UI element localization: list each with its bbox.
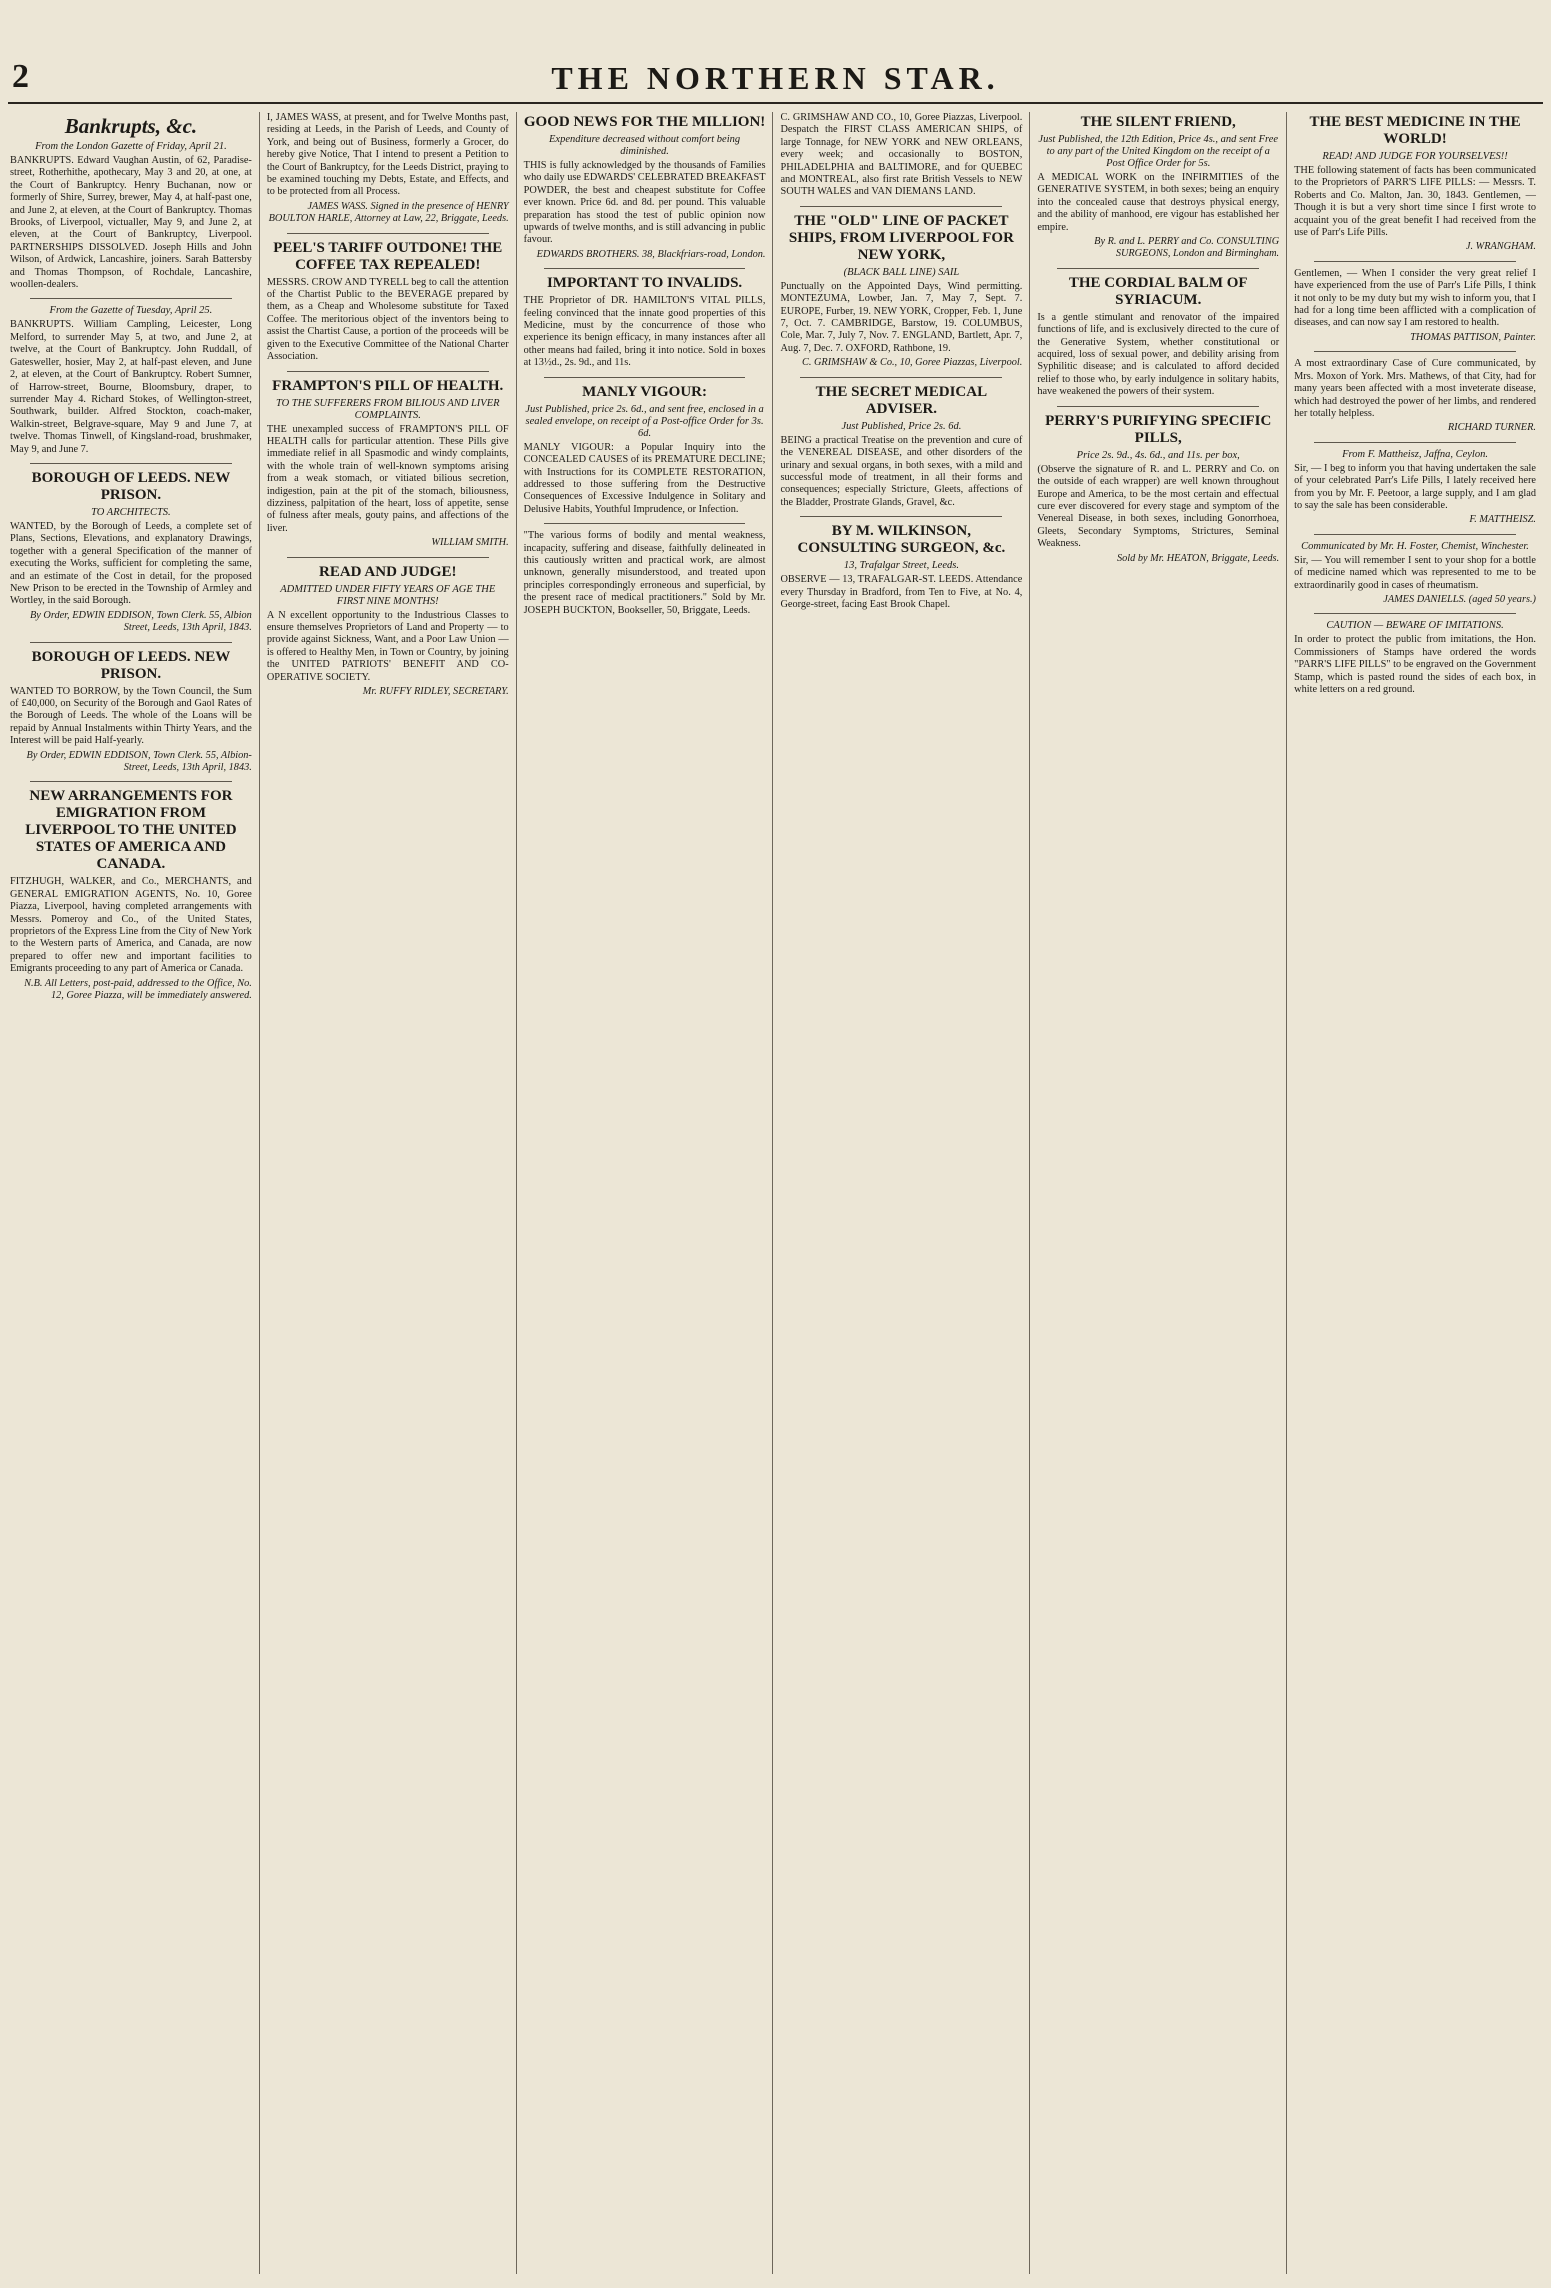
article-subhead: 13, Trafalgar Street, Leeds. [843, 560, 959, 572]
article-body: Gentlemen, — When I consider the very great relief I have experienced from the use of Parr's Life Pills, I think it not only to be my duty but my wish to inform you, that I had for a long time been afflicted with a complication of diseases, and can now say I am restored to health. [1294, 267, 1536, 329]
article-divider [1314, 613, 1516, 614]
article-body: WANTED TO BORROW, by the Town Council, the Sum of £40,000, on Security of the Borough and Gaol Rates of the Borough of Leeds. The whole of the Loans will be repaid by Annual Instalments within Thirty Years, and the Interest will be paid Half-yearly. [10, 685, 252, 747]
article-divider [30, 463, 232, 464]
article-headline: THE SECRET MEDICAL ADVISER. [815, 383, 988, 417]
article-body: C. GRIMSHAW AND CO., 10, Goree Piazzas, Liverpool. Despatch the FIRST CLASS AMERICAN SHIPS, of large Tonnage, for NEW YORK and NEW ORLEANS, every week; and occasionally to BOSTON, PHILADELPHIA and BALTIMORE, and for QUEBEC and MONTREAL, also first rate British Vessels to NEW SOUTH WALES and VAN DIEMANS LAND. [780, 112, 1023, 198]
article-divider [287, 233, 489, 234]
article-divider [30, 298, 232, 299]
article-subhead: From F. Mattheisz, Jaffna, Ceylon. [1342, 448, 1488, 460]
columns [8, 112, 1543, 2274]
column-5 [1029, 112, 1286, 2274]
article-body: THE unexampled success of FRAMPTON'S PILL OF HEALTH calls for particular attention. These Pills give immediate relief in all Spasmodic and windy complaints, with the whole train of well-known symptoms arising from a weak stomach, or vitiated bilious secretion, indigestion, pain at the pit of the stomach, biliousness, dizziness, palpitation of the heart, loss of appetite, sense of fulness after meals, gouty pains, and affections of the liver. [266, 423, 509, 534]
article-body: BANKRUPTS. William Campling, Leicester, Long Melford, to surrender May 5, at two, and June 2, at twelve, at the Court of Bankruptcy. John Ruddall, of Gatesweller, hosier, May 2, at half-past eleven, and June 2, at eleven, at the Court of Bankruptcy. Robert Sumner, of Harrow-street, Bourne, Bloomsbury, draper, to surrender May 4. Richard Stokes, of Wellington-street, Southwark, builder. Alfred Stockton, coach-maker, Walkin-street, Belgrave-square, May 9 and June 7, at twelve. Thomas Tinwell, of Kingsland-road, brushmaker, May 9, and June 7. [10, 319, 252, 455]
article-body: THIS is fully acknowledged by the thousands of Families who daily use EDWARDS' CELEBRATED BREAKFAST POWDER, the best and cheapest substitute for Coffee ever known. Price 6d. and 8d. per pound. This valuable preparation has stood the test of public opinion now upwards of twelve months, and is still advancing in public favour. [523, 160, 766, 246]
article [780, 523, 1022, 611]
article-body: MANLY VIGOUR: a Popular Inquiry into the CONCEALED CAUSES of its PREMATURE DECLINE; with Instructions for its COMPLETE RESTORATION, addressed to those suffering from the Destructive Consequences of Excessive Indulgence in Solitary and Delusive Habits, Youthful Imprudence, or Infection. [523, 441, 766, 515]
article-headline: IMPORTANT TO INVALIDS. [546, 275, 743, 292]
column-2 [259, 112, 516, 2274]
article-signature: By Order, EDWIN EDDISON, Town Clerk. 55, Albion-Street, Leeds, 13th April, 1843. [26, 749, 252, 774]
article-divider [800, 206, 1002, 207]
article [524, 275, 766, 369]
article-subhead: TO THE SUFFERERS FROM BILIOUS AND LIVER COMPLAINTS. [275, 397, 500, 421]
article-headline: Bankrupts, &c. [64, 114, 198, 138]
article-divider [30, 642, 232, 643]
article-body: THE following statement of facts has been communicated to the Proprietors of PARR'S LIFE PILLS: — Messrs. T. Roberts and Co. Malton, Jan. 30, 1843. Gentlemen, — Though it is but a very short time since I first wrote to acquaint you of the great benefit I had received from the use of Parr's Life Pills. [1294, 165, 1536, 239]
article-divider [287, 557, 489, 558]
article-body: WANTED, by the Borough of Leeds, a complete set of Plans, Sections, Elevations, and explanatory Drawings, together with a general Specification of the manner of executing the Works, sufficient for completing the same, and an estimate of the Cost in detail, for the proposed New Prison to be erected in the Township of Armley and Wortley, in the said Borough. [10, 520, 252, 607]
article-divider [1314, 261, 1516, 262]
paper-title: THE NORTHERN STAR. [551, 60, 1000, 96]
article-divider [1314, 351, 1516, 352]
article-subhead: From the Gazette of Tuesday, April 25. [49, 305, 213, 317]
article-signature: By Order, EDWIN EDDISON, Town Clerk. 55, Albion Street, Leeds, 13th April, 1843. [29, 609, 252, 634]
article-body: Sir, — I beg to inform you that having undertaken the sale of your celebrated Parr's Life Pills, I lately received here from you by Mr. F. Peetoor, a large supply, and I am glad to say the sale has been considerable. [1294, 462, 1536, 511]
article-body: FITZHUGH, WALKER, and Co., MERCHANTS, and GENERAL EMIGRATION AGENTS, No. 10, Goree Piazza, Liverpool, having completed arrangements with Messrs. Pomeroy and Co., of the United States, proprietors of the Express Line from the City of New York to the Western parts of America, and Canada, are now prepared to offer new and important facilities to Emigrants proceeding to any part of America or Canada. [10, 876, 252, 975]
article-signature: Mr. RUFFY RIDLEY, SECRETARY. [362, 686, 509, 697]
article-subhead: From the London Gazette of Friday, April 21. [35, 141, 227, 152]
article-subhead: ADMITTED UNDER FIFTY YEARS OF AGE THE FIRST NINE MONTHS! [280, 583, 496, 607]
article [10, 470, 252, 635]
article-headline: MANLY VIGOUR: [582, 383, 707, 400]
article-body: OBSERVE — 13, TRAFALGAR-ST. LEEDS. Attendance every Thursday in Bradford, from Ten to Five, at No. 4, George-street, facing East Brook Chapel. [780, 574, 1023, 610]
article-body: Sir, — You will remember I sent to your shop for a bottle of medicine named which was represented to me to be extraordinarily good in cases of rheumatism. [1294, 554, 1536, 591]
article-headline: BOROUGH OF LEEDS. NEW PRISON. [31, 469, 231, 503]
article-headline: THE SILENT FRIEND, [1080, 114, 1236, 130]
article-body: BANKRUPTS. Edward Vaughan Austin, of 62, Paradise-street, Rotherhithe, apothecary, May 3 and 20, at one, at the Court of Bankruptcy. Henry Buchanan, now or formerly of Shire, Surrey, brewer, May 4, at half-past one, and June 2, at eleven, at the Court of Bankruptcy. Thomas Brooks, of Liverpool, victualler, May 9, and June 2, at eleven, at the Court of Bankruptcy, Liverpool. PARTNERSHIPS DISSOLVED. Joseph Hills and John Wilson, of Ardwick, Lancashire, joiners. Sarah Battersby and Thomas Thompson, of Rochdale, Lancashire, woollen-dealers. [10, 155, 252, 291]
article-signature: N.B. All Letters, post-paid, addressed to the Office, No. 12, Goree Piazza, will be immediately answered. [24, 977, 252, 1002]
article [10, 788, 252, 1002]
article-signature: JAMES DANIELLS. (aged 50 years.) [1383, 593, 1536, 605]
article-body: I, JAMES WASS, at present, and for Twelve Months past, residing at Leeds, in the Parish of Leeds, and County of York, and being out of Business, formerly a Grocer, do hereby give Notice, That I intend to present a Petition to the Court of Bankruptcy, for the Leeds District, praying to be examined touching my Debts, Estate, and Effects, and to be protected from all Process. [266, 112, 509, 198]
article [524, 114, 766, 261]
article-headline: THE BEST MEDICINE IN THE WORLD! [1309, 114, 1521, 147]
article-divider [800, 516, 1002, 517]
article-headline: NEW ARRANGEMENTS FOR EMIGRATION FROM LIVERPOOL TO THE UNITED STATES OF AMERICA AND CANADA. [25, 788, 237, 873]
article [780, 384, 1022, 509]
article-subhead: Price 2s. 9d., 4s. 6d., and 11s. per box, [1076, 449, 1240, 461]
article [1037, 275, 1279, 399]
article-divider [544, 377, 746, 378]
article-headline: FRAMPTON'S PILL OF HEALTH. [272, 377, 504, 394]
article [1294, 449, 1536, 527]
article-divider [544, 268, 746, 269]
article [1294, 268, 1536, 344]
article [267, 240, 509, 364]
article-body: THE Proprietor of DR. HAMILTON'S VITAL PILLS, feeling convinced that the innate good properties of this Medicine, must by the concurrence of those who experience its benign efficacy, in many instances after all other means had failed, bring it into notice. Sold in boxes at 13½d., 2s. 9d., and 11s. [523, 295, 766, 369]
article [780, 112, 1022, 199]
article [780, 213, 1022, 370]
article [524, 530, 766, 617]
article-divider [1057, 268, 1259, 269]
article-subhead: (BLACK BALL LINE) SAIL [843, 266, 960, 278]
article [267, 564, 509, 699]
column-6 [1286, 112, 1543, 2274]
column-3 [516, 112, 773, 2274]
article [10, 649, 252, 775]
article-body: Punctually on the Appointed Days, Wind permitting. MONTEZUMA, Lowber, Jan. 7, May 7, Sept. 7. EUROPE, Furber, 19. NEW YORK, Cropper, Feb. 1, June 7, Oct. 7. CAMBRIDGE, Barstow, 19. COLUMBUS, Cole, Mar. 7, July 7, Nov. 7. ENGLAND, Bartlett, Apr. 7, Aug. 7, Dec. 7. OXFORD, Rathbone, 19. [780, 280, 1023, 354]
article [1294, 358, 1536, 434]
article-divider [287, 371, 489, 372]
article-signature: J. WRANGHAM. [1465, 241, 1536, 253]
article-subhead: TO ARCHITECTS. [91, 506, 171, 518]
article-body: BEING a practical Treatise on the prevention and cure of the VENEREAL DISEASE, and other disorders of the urinary and sexual organs, in both sexes, with a mild and successful mode of treatment, in all their forms and consequences; especially Stricture, Gleets, affections of the Bladder, Prostrate Glands, Gravel, &c. [780, 434, 1023, 508]
article-headline: THE "OLD" LINE OF PACKET SHIPS, FROM LIVERPOOL FOR NEW YORK, [788, 212, 1014, 263]
article [1294, 114, 1536, 254]
column-1 [8, 112, 259, 2274]
article-body: MESSRS. CROW AND TYRELL beg to call the attention of the Chartist Public to the BEVERAGE prepared by them, as a Cheap and Wholesome substitute for Taxed Coffee. The meritorious object of the inventors being to assist the Chartist Cause, a portion of the proceeds will be given to the Executive Committee of the National Charter Association. [266, 276, 509, 363]
article-signature: Sold by Mr. HEATON, Briggate, Leeds. [1116, 552, 1280, 564]
article-signature: WILLIAM SMITH. [431, 537, 509, 549]
article-headline: PERRY'S PURIFYING SPECIFIC PILLS, [1045, 412, 1272, 446]
article-subhead: Communicated by Mr. H. Foster, Chemist, Winchester. [1301, 540, 1529, 552]
article [1294, 541, 1536, 607]
article-subhead: READ! AND JUDGE FOR YOURSELVES!! [1322, 151, 1508, 162]
article-divider [1057, 406, 1259, 407]
article-headline: GOOD NEWS FOR THE MILLION! [523, 114, 766, 130]
article-headline: BOROUGH OF LEEDS. NEW PRISON. [31, 648, 231, 682]
article-body: In order to protect the public from imitations, the Hon. Commissioners of Stamps have ordered the words "PARR'S LIFE PILLS" to be engraved on the Government Stamp, which is pasted round the sides of each box, in white letters on a red ground. [1294, 634, 1536, 695]
article [267, 378, 509, 550]
article-signature: By R. and L. PERRY and Co. CONSULTING SURGEONS, London and Birmingham. [1094, 236, 1280, 260]
article [524, 384, 766, 516]
article [1037, 114, 1279, 261]
article-body: A N excellent opportunity to the Industrious Classes to ensure themselves Proprietors of Land and Property — to provide against Sickness, Want, and a Poor Law Union — is offered to Healthy Men, in Town or Country, by joining the UNITED PATRIOTS' BENEFIT AND CO-OPERATIVE SOCIETY. [266, 609, 509, 683]
article-headline: READ AND JUDGE! [318, 563, 457, 580]
article-headline: BY M. WILKINSON, CONSULTING SURGEON, &c. [797, 523, 1006, 557]
article-signature: EDWARDS BROTHERS. 38, Blackfriars-road, London. [536, 248, 766, 260]
article-subhead: Just Published, Price 2s. 6d. [841, 420, 962, 432]
article-divider [800, 377, 1002, 378]
article-signature: C. GRIMSHAW & Co., 10, Goree Piazzas, Liverpool. [801, 357, 1023, 369]
article-signature: THOMAS PATTISON, Painter. [1410, 331, 1536, 343]
article [1294, 620, 1536, 696]
article [1037, 413, 1279, 565]
article-body: Is a gentle stimulant and renovator of the impaired functions of life, and is exclusively directed to the cure of the Generative System, whether constitutional or acquired, loss of sexual power, and debility arising from Syphilitic disease; and is calculated to afford decided relief to those who, by early indulgence in solitary habits, have weakened the powers of their system. [1037, 311, 1280, 398]
article [267, 112, 509, 226]
article-subhead: Just Published, the 12th Edition, Price 4s., and sent Free to any part of the United Kingdom on the receipt of a Post Office Order for 5s. [1038, 134, 1279, 169]
article-subhead: CAUTION — BEWARE OF IMITATIONS. [1326, 620, 1504, 632]
page-number: 2 [12, 58, 29, 95]
article-body: (Observe the signature of R. and L. PERRY and Co. on the outside of each wrapper) are well known throughout Europe and America, to be the most certain and effectual cure ever discovered for every stage and symptom of the Venereal Disease, in both sexes, including Gonorrhoea, Gleets, Secondary Symptoms, Strictures, Seminal Weakness. [1037, 463, 1280, 550]
article-signature: JAMES WASS. Signed in the presence of HENRY BOULTON HARLE, Attorney at Law, 22, Briggate, Leeds. [268, 200, 509, 225]
article-subhead: Expenditure decreased without comfort being diminished. [549, 134, 741, 157]
article-signature: RICHARD TURNER. [1447, 422, 1536, 434]
article-headline: PEEL'S TARIFF OUTDONE! THE COFFEE TAX REPEALED! [273, 239, 503, 273]
article-headline: THE CORDIAL BALM OF SYRIACUM. [1068, 274, 1248, 308]
masthead [8, 58, 1543, 104]
article-signature: F. MATTHEISZ. [1469, 514, 1536, 526]
article-divider [1314, 442, 1516, 443]
article-divider [30, 781, 232, 782]
article [10, 114, 252, 291]
article-body: A MEDICAL WORK on the INFIRMITIES of the GENERATIVE SYSTEM, in both sexes; being an enquiry into the concealed cause that destroys physical energy, and the ability of manhood, ere vigour has established her empire. [1037, 172, 1280, 233]
column-4 [772, 112, 1029, 2274]
article [10, 305, 252, 455]
article-body: A most extraordinary Case of Cure communicated, by Mrs. Moxon of York. Mrs. Mathews, of that City, had for many years been affected with a most inveterate disease, which had destroyed the power of her limbs, and rendered her totally helpless. [1294, 358, 1536, 419]
article-subhead: Just Published, price 2s. 6d., and sent free, enclosed in a sealed envelope, on receipt of a Post-office Order for 3s. 6d. [525, 403, 764, 439]
article-divider [544, 523, 746, 524]
article-divider [1314, 534, 1516, 535]
article-body: "The various forms of bodily and mental weakness, incapacity, suffering and disease, faithfully delineated in this cautiously written and practical work, are almost unknown, generally misunderstood, and treated upon principles correspondingly erroneous and superficial, by the present race of medical practitioners." Sold by Mr. JOSEPH BUCKTON, Bookseller, 50, Briggate, Leeds. [523, 530, 766, 616]
